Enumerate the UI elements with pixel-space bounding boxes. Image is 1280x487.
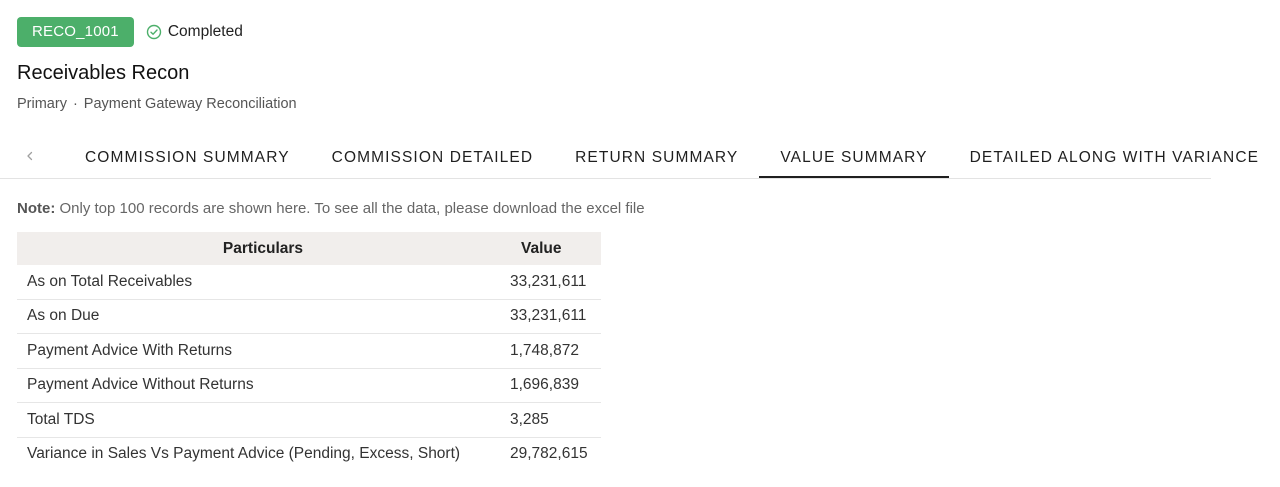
note-text: Only top 100 records are shown here. To see all the data, please download the excel file [59, 200, 645, 217]
header-row [17, 17, 243, 47]
cell-particular: As on Due [17, 299, 509, 334]
tab-commission-detailed[interactable]: COMMISSION DETAILED [331, 149, 534, 166]
page-title: Receivables Recon [17, 62, 190, 84]
cell-value: 1,748,872 [509, 334, 601, 369]
cell-particular: As on Total Receivables [17, 265, 509, 299]
table-row [17, 265, 601, 299]
status-text: Completed [167, 23, 243, 40]
note-message [17, 200, 645, 217]
recon-type: Primary [17, 96, 67, 112]
column-header-value[interactable]: Value [509, 232, 601, 265]
recon-name: Payment Gateway Reconciliation [83, 96, 297, 112]
note-label: Note: [17, 200, 56, 217]
tab-return-summary[interactable]: RETURN SUMMARY [575, 149, 739, 166]
subtitle-separator: · [72, 96, 78, 112]
table-row [17, 299, 601, 334]
value-summary-table [17, 232, 601, 471]
page-subtitle [17, 96, 297, 112]
tab-detailed-along-with-variance[interactable]: DETAILED ALONG WITH VARIANCE [969, 149, 1260, 166]
cell-value: 29,782,615 [510, 445, 588, 463]
table-row [17, 437, 601, 471]
table-row [17, 368, 601, 403]
cell-particular: Total TDS [17, 403, 509, 438]
table-row [17, 403, 601, 438]
cell-particular: Payment Advice With Returns [17, 334, 509, 369]
table-header-row [17, 232, 601, 265]
table-row [17, 334, 601, 369]
column-header-particulars[interactable]: Particulars [17, 232, 509, 265]
cell-value: 1,696,839 [509, 368, 601, 403]
tab-commission-summary[interactable]: COMMISSION SUMMARY [85, 149, 290, 166]
cell-particular: Variance in Sales Vs Payment Advice (Pending, Excess, Short) [27, 445, 461, 463]
cell-particular: Payment Advice Without Returns [17, 368, 509, 403]
reco-id-badge: RECO_1001 [17, 17, 134, 47]
tab-value-summary[interactable]: VALUE SUMMARY [759, 136, 948, 178]
cell-value: 33,231,611 [509, 265, 601, 299]
cell-value: 33,231,611 [509, 299, 601, 334]
check-circle-icon [146, 24, 162, 40]
cell-value: 3,285 [509, 403, 601, 438]
chevron-left-icon[interactable] [18, 144, 42, 168]
tab-list [64, 136, 1280, 178]
status-indicator [146, 23, 243, 41]
tab-bar [0, 136, 1260, 179]
